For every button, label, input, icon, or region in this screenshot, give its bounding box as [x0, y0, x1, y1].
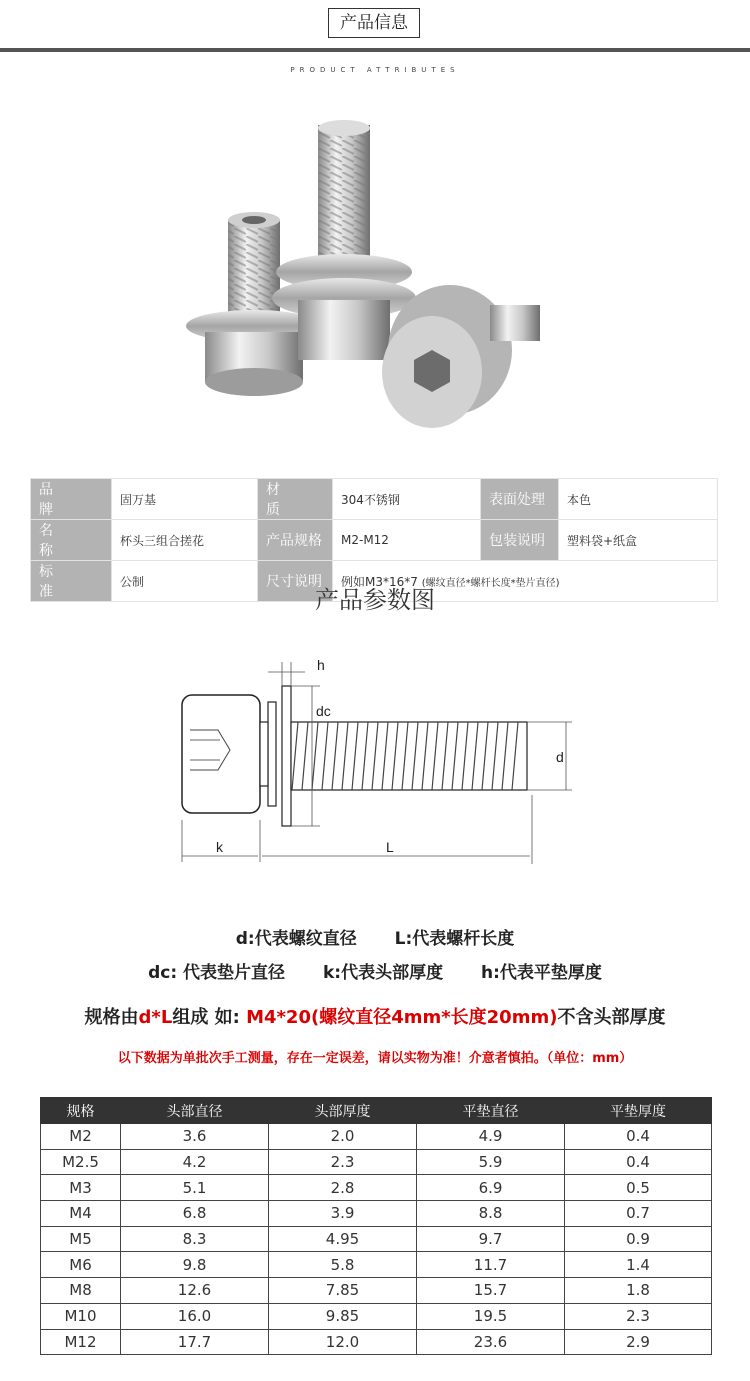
section-title: 产品信息: [328, 8, 420, 38]
dimension-diagram: [170, 650, 590, 880]
attr-label: 名称: [31, 520, 112, 561]
table-cell: 23.6: [417, 1329, 565, 1355]
size-note: (螺纹直径*螺杆长度*垫片直径): [421, 577, 560, 589]
attr-label: 标准: [31, 561, 112, 602]
attr-label: 包装说明: [481, 520, 559, 561]
size-example: 例如M3*16*7: [341, 574, 418, 589]
attr-label: 品牌: [31, 479, 112, 520]
legend-h: h:代表平垫厚度: [481, 963, 602, 983]
attr-value: 304不锈钢: [333, 479, 481, 520]
table-cell: 4.95: [269, 1226, 417, 1252]
measurement-notice: 以下数据为单批次手工测量，存在一定误差，请以实物为准！介意者慎拍。（单位：mm）: [117, 1051, 633, 1066]
attr-value: 杯头三组合搓花: [112, 520, 258, 561]
table-cell: 7.85: [269, 1278, 417, 1304]
attr-value: 本色: [559, 479, 718, 520]
combo-example: M4*20(螺纹直径4mm*长度20mm): [246, 1007, 558, 1028]
spec-header: 头部直径: [121, 1098, 269, 1124]
attr-label: 尺寸说明: [258, 561, 333, 602]
table-cell: 19.5: [417, 1303, 565, 1329]
table-cell: 5.8: [269, 1252, 417, 1278]
legend-k: k:代表头部厚度: [322, 963, 444, 983]
combo-prefix: 规格由: [84, 1007, 139, 1028]
table-cell: 2.3: [565, 1303, 712, 1329]
table-cell: 4.9: [417, 1124, 565, 1150]
table-cell: M12: [41, 1329, 121, 1355]
table-cell: 3.6: [121, 1124, 269, 1150]
table-cell: 1.4: [565, 1252, 712, 1278]
legend-d: d:代表螺纹直径: [235, 929, 357, 949]
table-cell: 8.8: [417, 1201, 565, 1227]
table-cell: M8: [41, 1278, 121, 1304]
table-cell: 0.4: [565, 1124, 712, 1150]
table-cell: 8.3: [121, 1226, 269, 1252]
table-cell: M2: [41, 1124, 121, 1150]
diagram-title: 产品参数图: [315, 586, 435, 614]
table-row: [41, 1278, 712, 1304]
attr-value: 公制: [112, 561, 258, 602]
table-cell: 2.0: [269, 1124, 417, 1150]
table-cell: 5.1: [121, 1175, 269, 1201]
combo-suffix: 不含头部厚度: [557, 1007, 666, 1028]
table-cell: 16.0: [121, 1303, 269, 1329]
table-cell: 2.9: [565, 1329, 712, 1355]
table-cell: 0.7: [565, 1201, 712, 1227]
header-divider: [0, 48, 750, 52]
legend-line-2: [0, 958, 750, 983]
product-photo: [150, 100, 600, 470]
spec-table-body: [41, 1124, 712, 1355]
table-cell: 15.7: [417, 1278, 565, 1304]
spec-header: 头部厚度: [269, 1098, 417, 1124]
table-row: [41, 1124, 712, 1150]
attr-value: 固万基: [112, 479, 258, 520]
label-dc: dc: [316, 703, 331, 719]
table-row: [41, 1201, 712, 1227]
spec-header: 平垫厚度: [565, 1098, 712, 1124]
legend-dc: dc: 代表垫片直径: [148, 963, 286, 983]
spec-header: 规格: [41, 1098, 121, 1124]
spec-composition-note: [0, 1003, 750, 1029]
label-d: d: [556, 749, 564, 765]
attr-value: 塑料袋+纸盒: [559, 520, 718, 561]
table-cell: 2.3: [269, 1149, 417, 1175]
table-cell: 1.8: [565, 1278, 712, 1304]
table-cell: M10: [41, 1303, 121, 1329]
attr-value: M2-M12: [333, 520, 481, 561]
table-cell: 9.85: [269, 1303, 417, 1329]
table-row: [41, 1226, 712, 1252]
table-cell: 9.8: [121, 1252, 269, 1278]
table-cell: 0.9: [565, 1226, 712, 1252]
table-row: [41, 1175, 712, 1201]
flat-washer: [282, 686, 291, 826]
attr-label: 产品规格: [258, 520, 333, 561]
table-cell: M4: [41, 1201, 121, 1227]
screw-head: [182, 695, 260, 813]
table-row: [41, 1303, 712, 1329]
table-cell: 0.5: [565, 1175, 712, 1201]
table-cell: 17.7: [121, 1329, 269, 1355]
table-cell: M3: [41, 1175, 121, 1201]
table-cell: 4.2: [121, 1149, 269, 1175]
legend-L: L:代表螺杆长度: [394, 929, 515, 949]
table-cell: M6: [41, 1252, 121, 1278]
table-cell: 12.0: [269, 1329, 417, 1355]
attr-label: 表面处理: [481, 479, 559, 520]
table-cell: M5: [41, 1226, 121, 1252]
table-cell: 2.8: [269, 1175, 417, 1201]
label-k: k: [216, 839, 223, 855]
spec-header: 平垫直径: [417, 1098, 565, 1124]
table-cell: 5.9: [417, 1149, 565, 1175]
table-row: [41, 1329, 712, 1355]
table-cell: 6.9: [417, 1175, 565, 1201]
table-cell: 6.8: [121, 1201, 269, 1227]
attributes-row: [31, 520, 718, 561]
spring-washer: [268, 702, 276, 806]
attr-label: 材质: [258, 479, 333, 520]
combo-formula: d*L: [138, 1007, 173, 1028]
table-cell: M2.5: [41, 1149, 121, 1175]
combo-middle: 组成 如:: [172, 1007, 240, 1028]
attributes-row: [31, 479, 718, 520]
table-cell: 12.6: [121, 1278, 269, 1304]
spec-table: [40, 1097, 712, 1355]
table-row: [41, 1149, 712, 1175]
label-h: h: [317, 657, 325, 673]
label-L: L: [386, 839, 394, 855]
legend-line-1: [0, 924, 750, 949]
table-cell: 3.9: [269, 1201, 417, 1227]
table-cell: 11.7: [417, 1252, 565, 1278]
table-cell: 0.4: [565, 1149, 712, 1175]
table-row: [41, 1252, 712, 1278]
table-cell: 9.7: [417, 1226, 565, 1252]
spec-header-row: [41, 1098, 712, 1124]
threaded-shank: [291, 722, 527, 790]
section-subtitle: PRODUCT ATTRIBUTES: [290, 66, 460, 74]
